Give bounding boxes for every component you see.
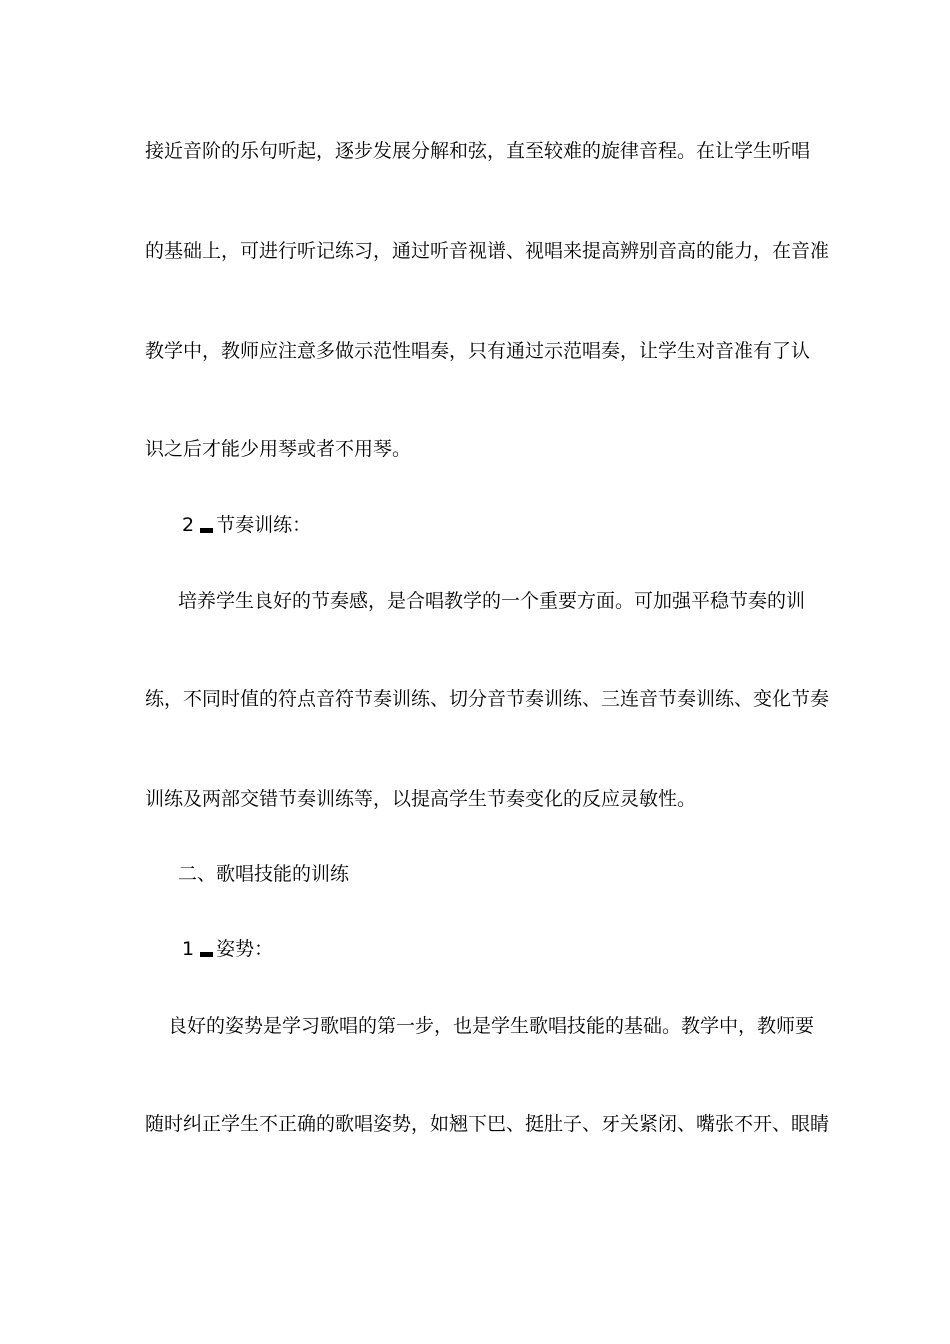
- paragraph-line: 良好的姿势是学习歌唱的第一步，也是学生歌唱技能的基础。教学中，教师要: [168, 1015, 815, 1037]
- paragraph-line: 教学中，教师应注意多做示范性唱奏，只有通过示范唱奏，让学生对音准有了认: [145, 340, 811, 362]
- paragraph-line: 的基础上，可进行听记练习，通过听音视谱、视唱来提高辨别音高的能力，在音准: [145, 240, 830, 262]
- dash-mark: [200, 952, 213, 957]
- heading-number: 2: [182, 514, 195, 536]
- paragraph-line: 随时纠正学生不正确的歌唱姿势，如翘下巴、挺肚子、牙关紧闭、嘴张不开、眼睛: [145, 1113, 830, 1135]
- paragraph-line: 识之后才能少用琴或者不用琴。: [145, 438, 412, 460]
- heading-title: 节奏训练：: [216, 514, 312, 536]
- dash-mark: [200, 528, 213, 533]
- heading-rhythm: [182, 512, 311, 538]
- section-heading: 二、歌唱技能的训练: [178, 863, 350, 885]
- heading-title: 姿势：: [216, 938, 274, 960]
- paragraph-line: 练，不同时值的符点音符节奏训练、切分音节奏训练、三连音节奏训练、变化节奏: [145, 688, 830, 710]
- heading-number: 1: [182, 938, 195, 960]
- paragraph-line: 接近音阶的乐句听起，逐步发展分解和弦，直至较难的旋律音程。在让学生听唱: [145, 140, 811, 162]
- paragraph-line: 培养学生良好的节奏感，是合唱教学的一个重要方面。可加强平稳节奏的训: [178, 590, 806, 612]
- heading-posture: [182, 936, 273, 962]
- paragraph-line: 训练及两部交错节奏训练等，以提高学生节奏变化的反应灵敏性。: [145, 788, 697, 810]
